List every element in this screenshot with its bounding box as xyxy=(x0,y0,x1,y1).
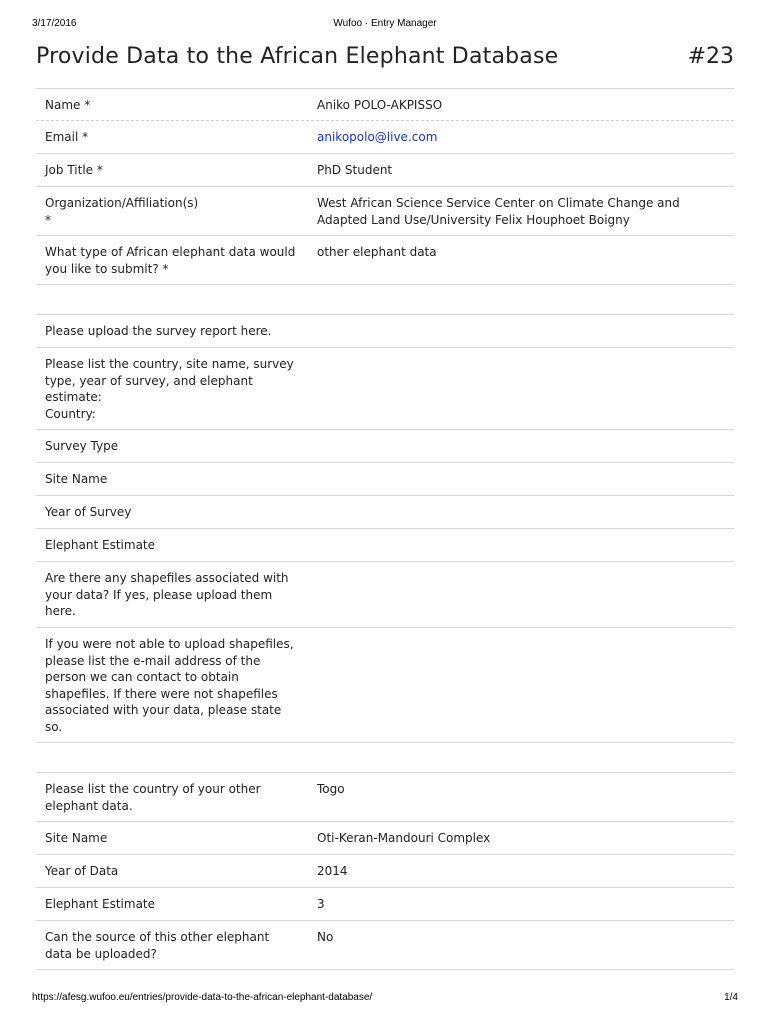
field-value: 2014 xyxy=(317,864,348,878)
field-row-site-name xyxy=(36,462,734,495)
field-row-country xyxy=(36,347,734,429)
print-date: 3/17/2016 xyxy=(32,18,77,29)
print-app-title: Wufoo · Entry Manager xyxy=(333,18,437,29)
field-row-organization xyxy=(36,186,734,235)
print-header xyxy=(32,18,738,32)
field-row-job-title xyxy=(36,153,734,186)
field-row-year-of-data xyxy=(36,854,734,887)
field-label: Can the source of this other elephant data be uploaded? xyxy=(45,930,270,961)
field-row-shapefile-contact xyxy=(36,627,734,742)
field-row-shapefiles xyxy=(36,561,734,627)
field-label: Job Title * xyxy=(45,163,103,177)
page-title: Provide Data to the African Elephant Database xyxy=(36,44,559,69)
field-label: Year of Data xyxy=(45,864,119,878)
field-label: Site Name xyxy=(45,831,108,845)
field-value: 3 xyxy=(317,897,325,911)
field-label: Name * xyxy=(45,98,91,112)
entry-fields xyxy=(36,88,734,970)
field-label: Email * xyxy=(45,130,89,144)
field-row-elephant-estimate xyxy=(36,528,734,561)
field-row-other-country xyxy=(36,772,734,821)
page-number: 1/4 xyxy=(724,992,738,1003)
field-label: Elephant Estimate xyxy=(45,538,156,552)
field-row-survey-report xyxy=(36,314,734,347)
field-value: Togo xyxy=(317,782,345,796)
field-label: Please list the country, site name, survey type, year of survey, and elephant estimate: Country: xyxy=(45,357,294,421)
field-value: West African Science Service Center on Climate Change and Adapted Land Use/University Felix Houphoet Boigny xyxy=(317,196,680,227)
field-row-survey-type xyxy=(36,429,734,462)
field-row-other-estimate xyxy=(36,887,734,920)
field-value: Oti-Keran-Mandouri Complex xyxy=(317,831,491,845)
email-link[interactable]: anikopolo@live.com xyxy=(317,130,438,144)
field-row-other-site-name xyxy=(36,821,734,854)
field-label: Survey Type xyxy=(45,439,119,453)
section-spacer xyxy=(36,284,734,314)
field-label: What type of African elephant data would you like to submit? * xyxy=(45,245,296,276)
entry-header xyxy=(36,44,734,78)
field-label: Year of Survey xyxy=(45,505,132,519)
field-label: Please list the country of your other elephant data. xyxy=(45,782,261,813)
field-row-data-type xyxy=(36,235,734,284)
field-label: Please upload the survey report here. xyxy=(45,324,272,338)
field-label: Site Name xyxy=(45,472,108,486)
field-label: Organization/Affiliation(s) * xyxy=(45,196,199,227)
field-row-name xyxy=(36,88,734,120)
field-row-year-of-survey xyxy=(36,495,734,528)
field-label: If you were not able to upload shapefiles, please list the e-mail address of the person we can contact to obtain shapefiles. If there were not shapefiles associated with your data, please state so. xyxy=(45,637,294,734)
field-value: PhD Student xyxy=(317,163,393,177)
field-row-email xyxy=(36,120,734,153)
field-label: Elephant Estimate xyxy=(45,897,156,911)
field-label: Are there any shapefiles associated with your data? If yes, please upload them here. xyxy=(45,571,289,618)
print-url: https://afesg.wufoo.eu/entries/provide-data-to-the-african-elephant-database/ xyxy=(32,992,373,1003)
field-value: other elephant data xyxy=(317,245,437,259)
section-spacer xyxy=(36,742,734,772)
field-value: Aniko POLO-AKPISSO xyxy=(317,98,443,112)
field-row-source-upload xyxy=(36,920,734,970)
field-value: No xyxy=(317,930,334,944)
print-footer xyxy=(32,992,738,1006)
entry-number: #23 xyxy=(687,44,734,69)
